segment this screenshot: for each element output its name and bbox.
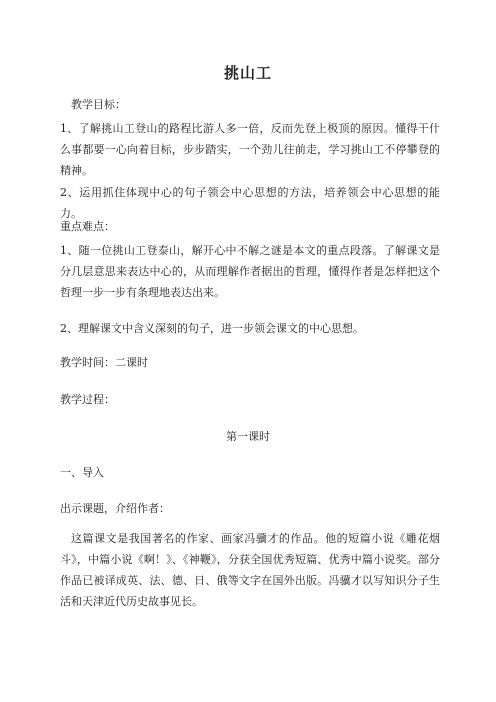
teaching-time: 教学时间：二课时 xyxy=(60,356,148,369)
objective-paragraph-2: 2、运用抓住体现中心的句子领会中心思想的方法，培养领会中心思想的能力。 xyxy=(60,186,440,220)
objective-paragraph-1: 1、了解挑山工登山的路程比游人多一倍，反而先登上极顶的原因。懂得干什么事都要一心向着目标，步步踏实，一个劲儿往前走，学习挑山工不停攀登的精神。 xyxy=(60,122,440,177)
document-title: 挑山工 xyxy=(223,64,272,82)
lesson-heading: 第一课时 xyxy=(226,430,270,443)
key-point-paragraph-2: 2、理解课文中含义深刻的句子，进一步领会课文的中心思想。 xyxy=(60,322,364,335)
show-title-intro-author: 出示课题，介绍作者： xyxy=(60,502,170,515)
key-point-paragraph-1: 1、随一位挑山工登泰山，解开心中不解之谜是本文的重点段落。了解课文是分几层意思来表达中心的，从而理解作者据出的哲理，懂得作者是怎样把这个哲理一步一步有条理地表达出来。 xyxy=(60,244,440,299)
section-heading-process: 教学过程： xyxy=(60,393,115,406)
author-introduction-paragraph: 这篇课文是我国著名的作家、画家冯骥才的作品。他的短篇小说《雕花烟斗》，中篇小说《啊！》、《神鞭》，分获全国优秀短篇、优秀中篇小说奖。部分作品已被译成英、法、德、日、俄等文字在国外出版。冯骥才以写知识分子生活和天津近代历史故事见长。 xyxy=(60,532,440,608)
step-heading-intro: 一、导入 xyxy=(60,466,104,479)
section-heading-objectives: 教学目标： xyxy=(71,98,126,111)
section-heading-key-points: 重点难点： xyxy=(60,220,115,233)
